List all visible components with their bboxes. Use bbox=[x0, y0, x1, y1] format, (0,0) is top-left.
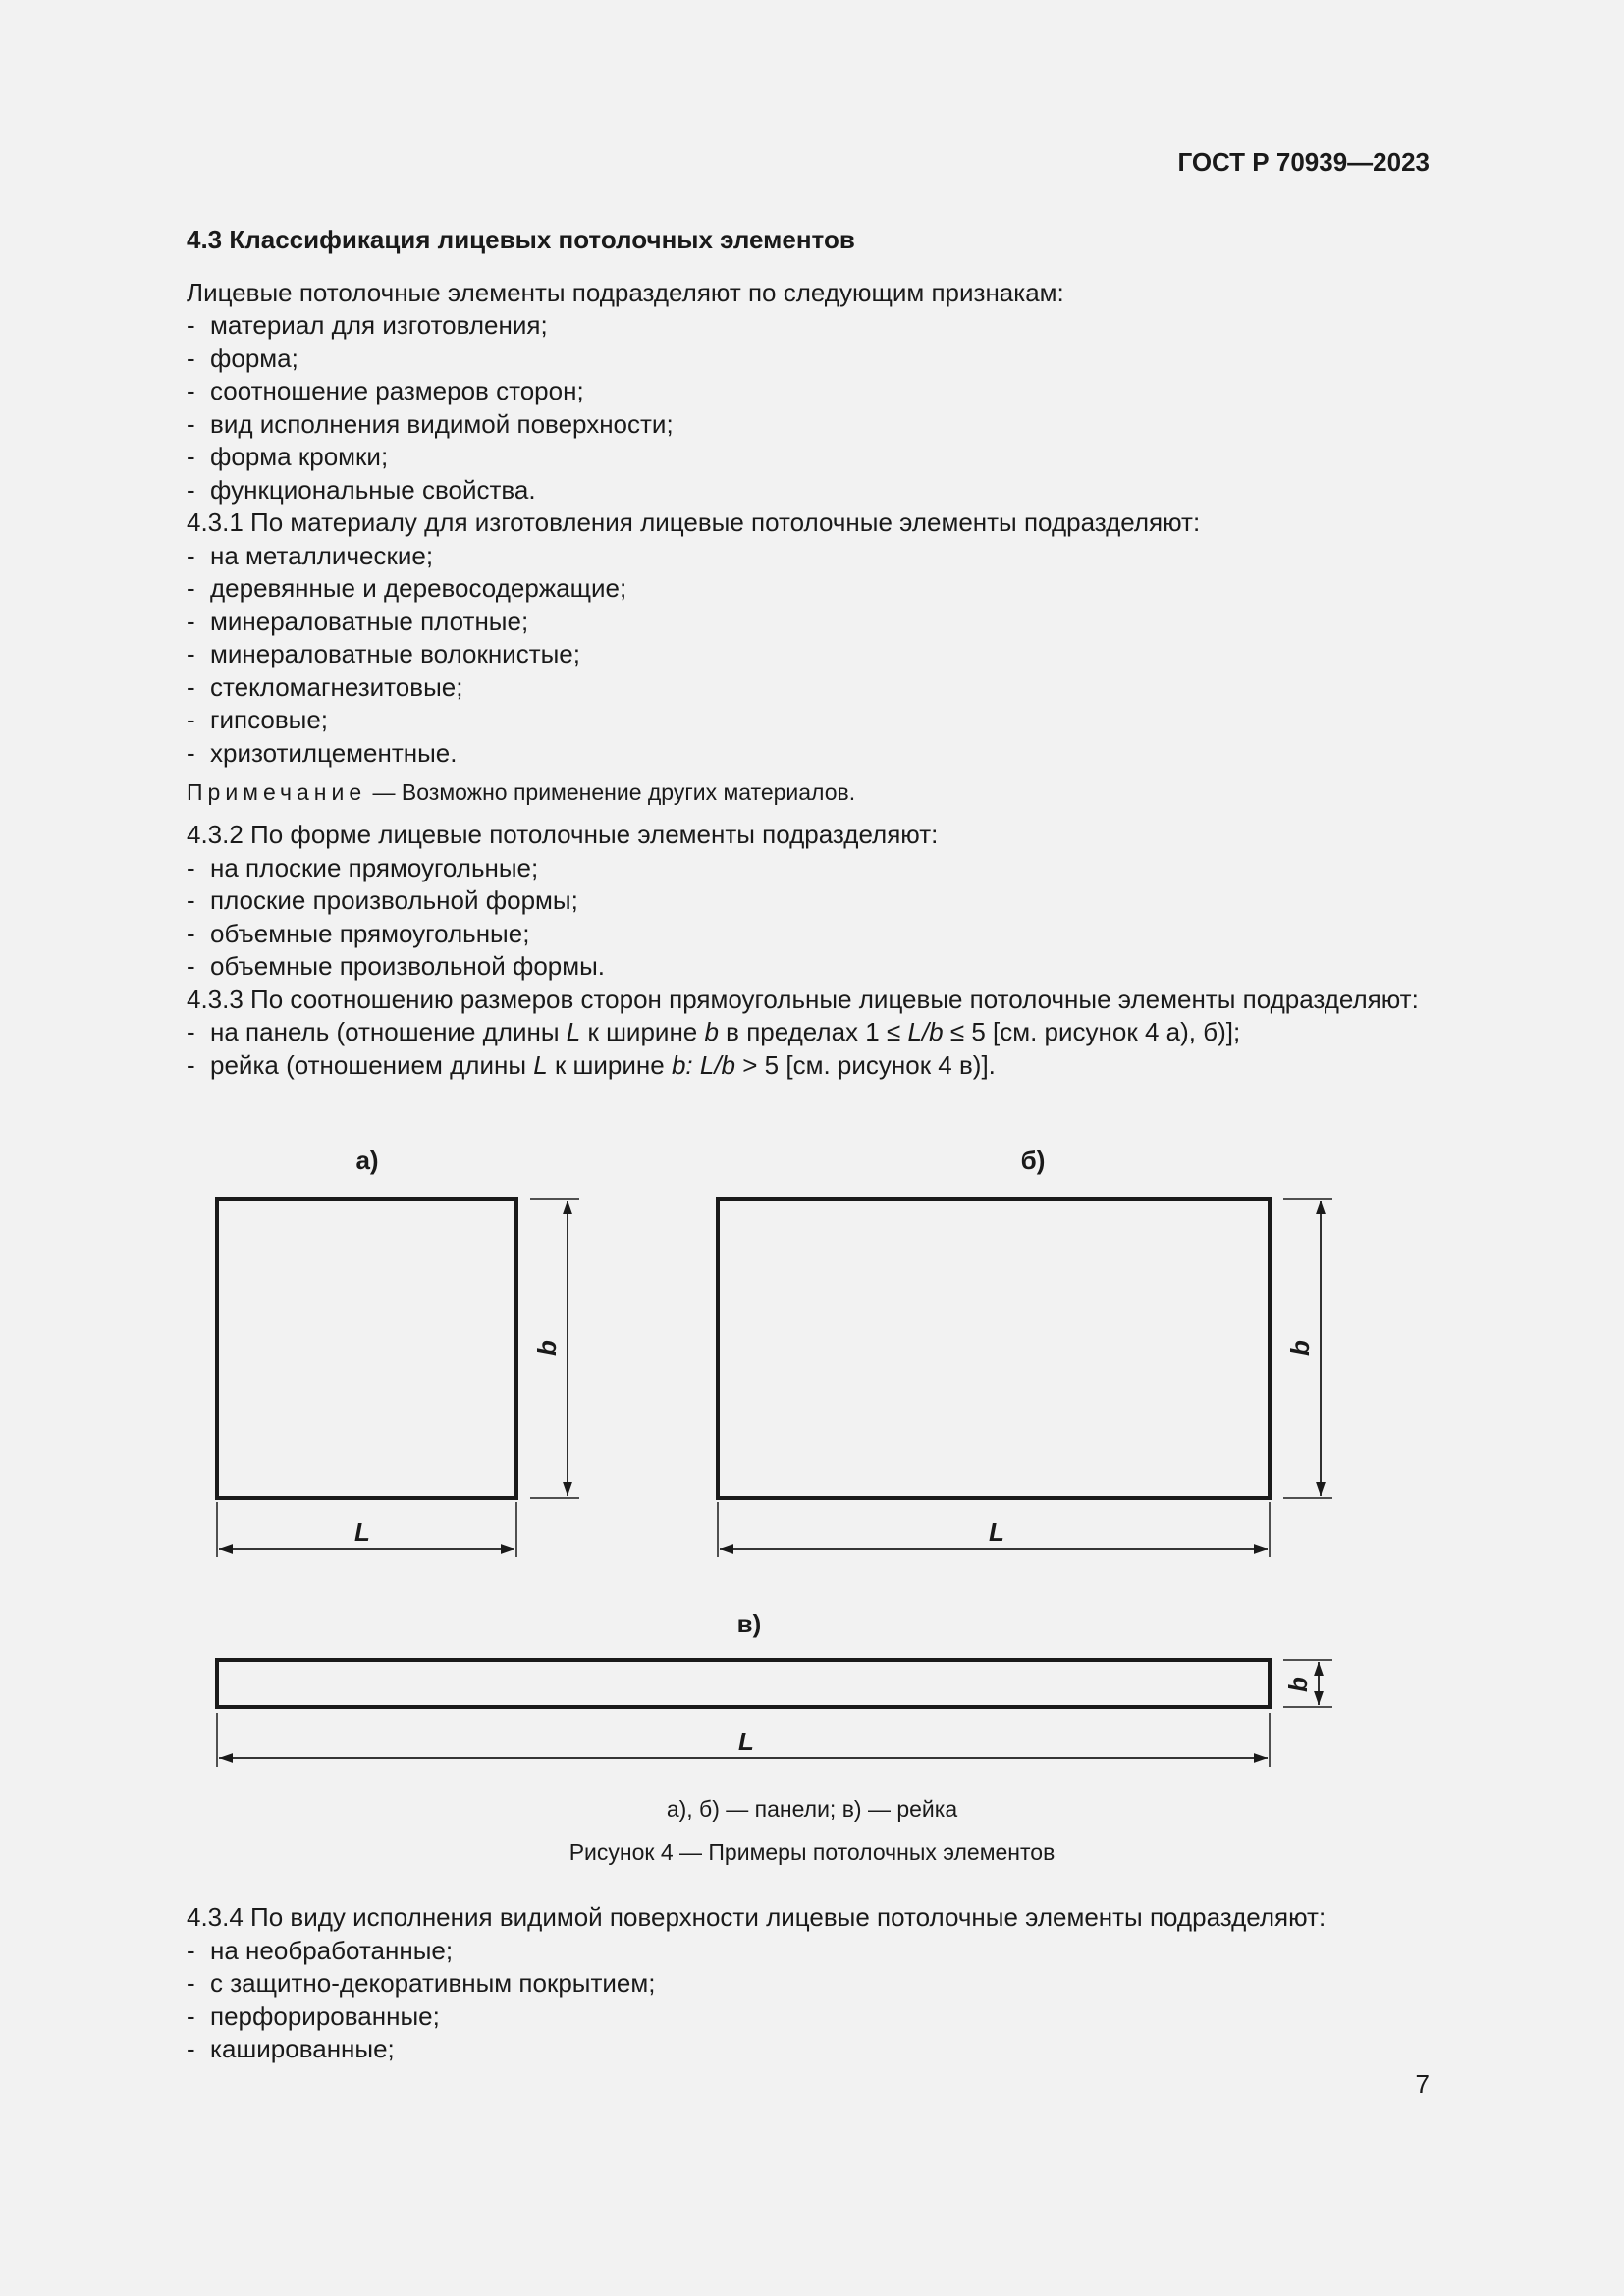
list-item: - с защитно-декоративным покрытием; bbox=[187, 1968, 656, 1998]
figure-4 bbox=[0, 1139, 1624, 1904]
section-body-bottom bbox=[116, 1901, 1432, 2066]
figure-label-b: б) bbox=[1020, 1146, 1046, 1175]
subsection-4-3-1: 4.3.1 По материалу для изготовления лицевые потолочные элементы подразделяют: bbox=[187, 507, 1201, 537]
note-label: Примечание bbox=[187, 779, 367, 805]
subsection-4-3-3: 4.3.3 По соотношению размеров сторон прямоугольные лицевые потолочные элементы подразделяют: bbox=[187, 984, 1419, 1014]
list-item: - объемные произвольной формы. bbox=[187, 951, 606, 981]
section-body-top bbox=[116, 224, 1432, 1082]
list-item: - кашированные; bbox=[187, 2034, 395, 2063]
list-item: - на плоские прямоугольные; bbox=[187, 852, 539, 882]
figure-legend: а), б) — панели; в) — рейка bbox=[666, 1796, 958, 1822]
figure-label-c: в) bbox=[736, 1609, 762, 1638]
list-item: - перфорированные; bbox=[187, 2001, 440, 2031]
panel-a-rect bbox=[217, 1199, 516, 1498]
list-item: - хризотилцементные. bbox=[187, 737, 458, 768]
list-item: - на необработанные; bbox=[187, 1935, 454, 1965]
list-item: - деревянные и деревосодержащие; bbox=[187, 573, 627, 603]
ratio-panel-item: - на панель (отношение длины L к ширине b в пределах 1 ≤ L/b ≤ 5 [см. рисунок 4 а), б)]; bbox=[187, 1017, 1241, 1046]
list-item: - вид исполнения видимой поверхности; bbox=[187, 408, 674, 439]
criteria-list bbox=[116, 309, 1432, 507]
materials-list bbox=[116, 540, 1432, 771]
page-number: 7 bbox=[1415, 2069, 1430, 2099]
list-item: - минераловатные плотные; bbox=[187, 606, 529, 636]
panel-b-rect bbox=[718, 1199, 1270, 1498]
intro-paragraph: Лицевые потолочные элементы подразделяют по следующим признакам: bbox=[187, 277, 1064, 307]
panel-b-b-label: b bbox=[1285, 1340, 1315, 1356]
ratio-rail-item: - рейка (отношением длины L к ширине b: L/b > 5 [см. рисунок 4 в)]. bbox=[187, 1049, 996, 1080]
figure-label-a: а) bbox=[355, 1146, 379, 1175]
list-item: - объемные прямоугольные; bbox=[187, 918, 530, 948]
figure-4-drawing bbox=[0, 1139, 1624, 1904]
subsection-4-3-4: 4.3.4 По виду исполнения видимой поверхности лицевые потолочные элементы подразделяют: bbox=[187, 1902, 1326, 1932]
section-title: 4.3 Классификация лицевых потолочных элементов bbox=[187, 225, 855, 254]
list-item: - плоские произвольной формы; bbox=[187, 885, 578, 915]
panel-a-b-label: b bbox=[532, 1340, 562, 1356]
subsection-4-3-2: 4.3.2 По форме лицевые потолочные элементы подразделяют: bbox=[187, 820, 939, 849]
list-item: - материал для изготовления; bbox=[187, 310, 548, 340]
figure-caption: Рисунок 4 — Примеры потолочных элементов bbox=[568, 1840, 1056, 1865]
note bbox=[116, 777, 1432, 807]
document-code: ГОСТ Р 70939—2023 bbox=[1177, 147, 1430, 177]
rail-L-label: L bbox=[738, 1727, 754, 1756]
shapes-list bbox=[116, 852, 1432, 984]
list-item: - на металлические; bbox=[187, 540, 434, 570]
list-item: - форма кромки; bbox=[187, 442, 389, 471]
list-item: - форма; bbox=[187, 343, 298, 373]
rail-rect bbox=[217, 1660, 1270, 1707]
list-item: - стекломагнезитовые; bbox=[187, 671, 463, 702]
rail-b-label: b bbox=[1283, 1677, 1313, 1692]
panel-b-L-label: L bbox=[989, 1518, 1004, 1547]
panel-a-L-label: L bbox=[354, 1518, 370, 1547]
list-item: - соотношение размеров сторон; bbox=[187, 376, 584, 405]
list-item: - минераловатные волокнистые; bbox=[187, 639, 580, 668]
surfaces-list bbox=[116, 1935, 1432, 2066]
list-item: - гипсовые; bbox=[187, 705, 329, 734]
note-text: — Возможно применение других материалов. bbox=[366, 779, 856, 805]
list-item: - функциональные свойства. bbox=[187, 474, 536, 505]
